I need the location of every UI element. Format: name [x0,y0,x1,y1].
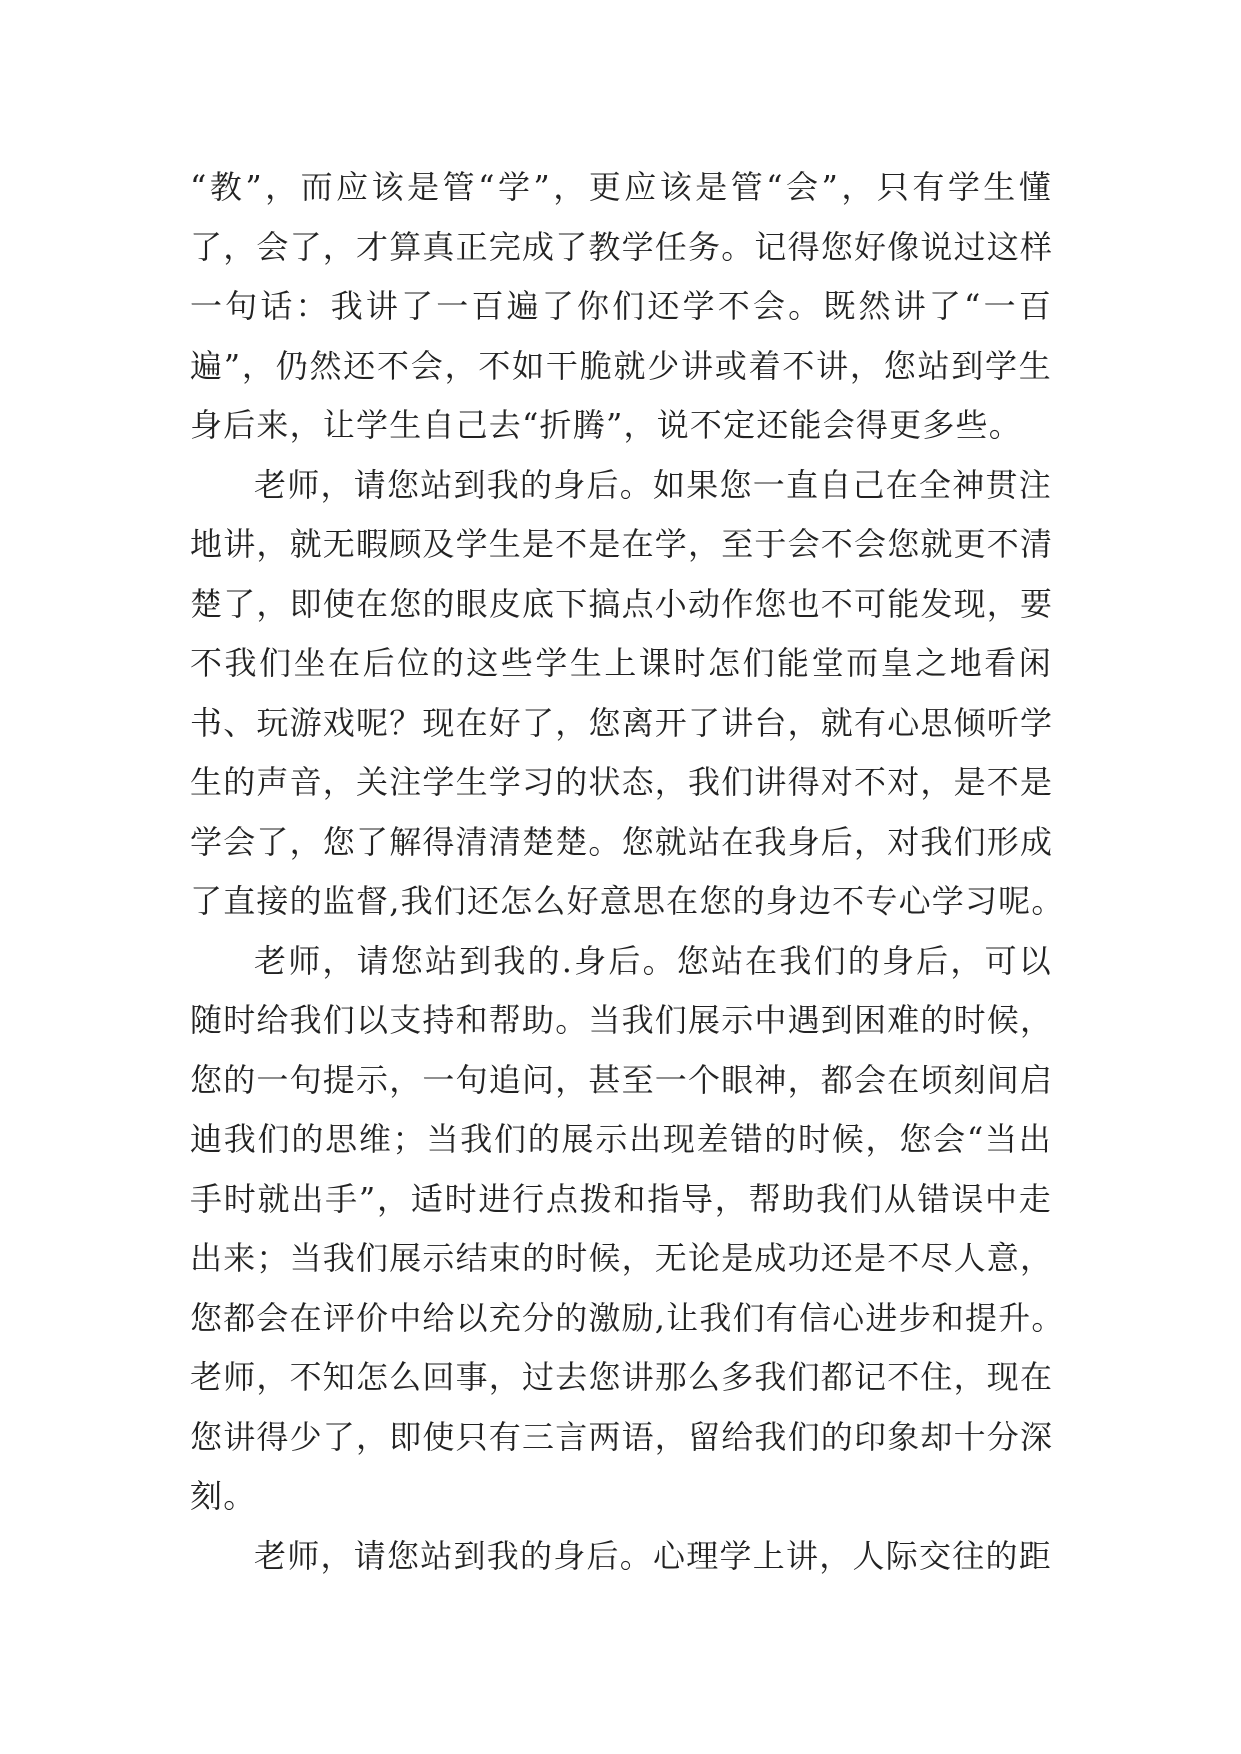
text-line: 了，会了，才算真正完成了教学任务。记得您好像说过这样 [190,227,1054,266]
text-line: 您的一句提示，一句追问，甚至一个眼神，都会在顷刻间启 [190,1060,1054,1099]
text-line: 书、玩游戏呢？现在好了，您离开了讲台，就有心思倾听学 [190,703,1054,742]
text-line: 一句话：我讲了一百遍了你们还学不会。既然讲了“一百 [190,287,1052,325]
text-line: 老师，请您站到我的.身后。您站在我们的身后，可以 [254,941,1052,980]
text-line: 老师，不知怎么回事，过去您讲那么多我们都记不住，现在 [190,1358,1054,1396]
text-line: 身后来，让学生自己去“折腾”，说不定还能会得更多些。 [190,406,1022,444]
text-line: 您讲得少了，即使只有三言两语，留给我们的印象却十分深 [190,1417,1054,1456]
text-line: 楚了，即使在您的眼皮底下搞点小动作您也不可能发现，要 [190,584,1054,623]
text-line: “教”，而应该是管“学”，更应该是管“会”，只有学生懂 [190,168,1052,206]
text-line: 生的声音，关注学生学习的状态，我们讲得对不对，是不是 [190,763,1054,801]
text-line: 老师，请您站到我的身后。心理学上讲，人际交往的距 [254,1536,1052,1575]
text-line: 出来；当我们展示结束的时候，无论是成功还是不尽人意， [190,1239,1054,1277]
text-line: 您都会在评价中给以充分的激励,让我们有信心进步和提升。 [190,1298,1065,1337]
text-line: 学会了，您了解得清清楚楚。您就站在我身后，对我们形成 [190,822,1054,861]
text-line: 随时给我们以支持和帮助。当我们展示中遇到困难的时候， [190,1001,1054,1039]
text-line: 了直接的监督,我们还怎么好意思在您的身边不专心学习呢。 [190,882,1065,920]
text-line: 刻。 [190,1477,257,1515]
text-line: 不我们坐在后位的这些学生上课时怎们能堂而皇之地看闲 [190,644,1052,682]
text-line: 地讲，就无暇顾及学生是不是在学，至于会不会您就更不清 [190,525,1054,563]
text-line: 老师，请您站到我的身后。如果您一直自己在全神贯注 [254,465,1052,504]
text-line: 手时就出手”，适时进行点拨和指导，帮助我们从错误中走 [190,1179,1052,1218]
text-line: 迪我们的思维；当我们的展示出现差错的时候，您会“当出 [190,1120,1052,1158]
document-body [190,158,1065,1586]
text-line: 遍”，仍然还不会，不如干脆就少讲或着不讲，您站到学生 [190,346,1052,385]
